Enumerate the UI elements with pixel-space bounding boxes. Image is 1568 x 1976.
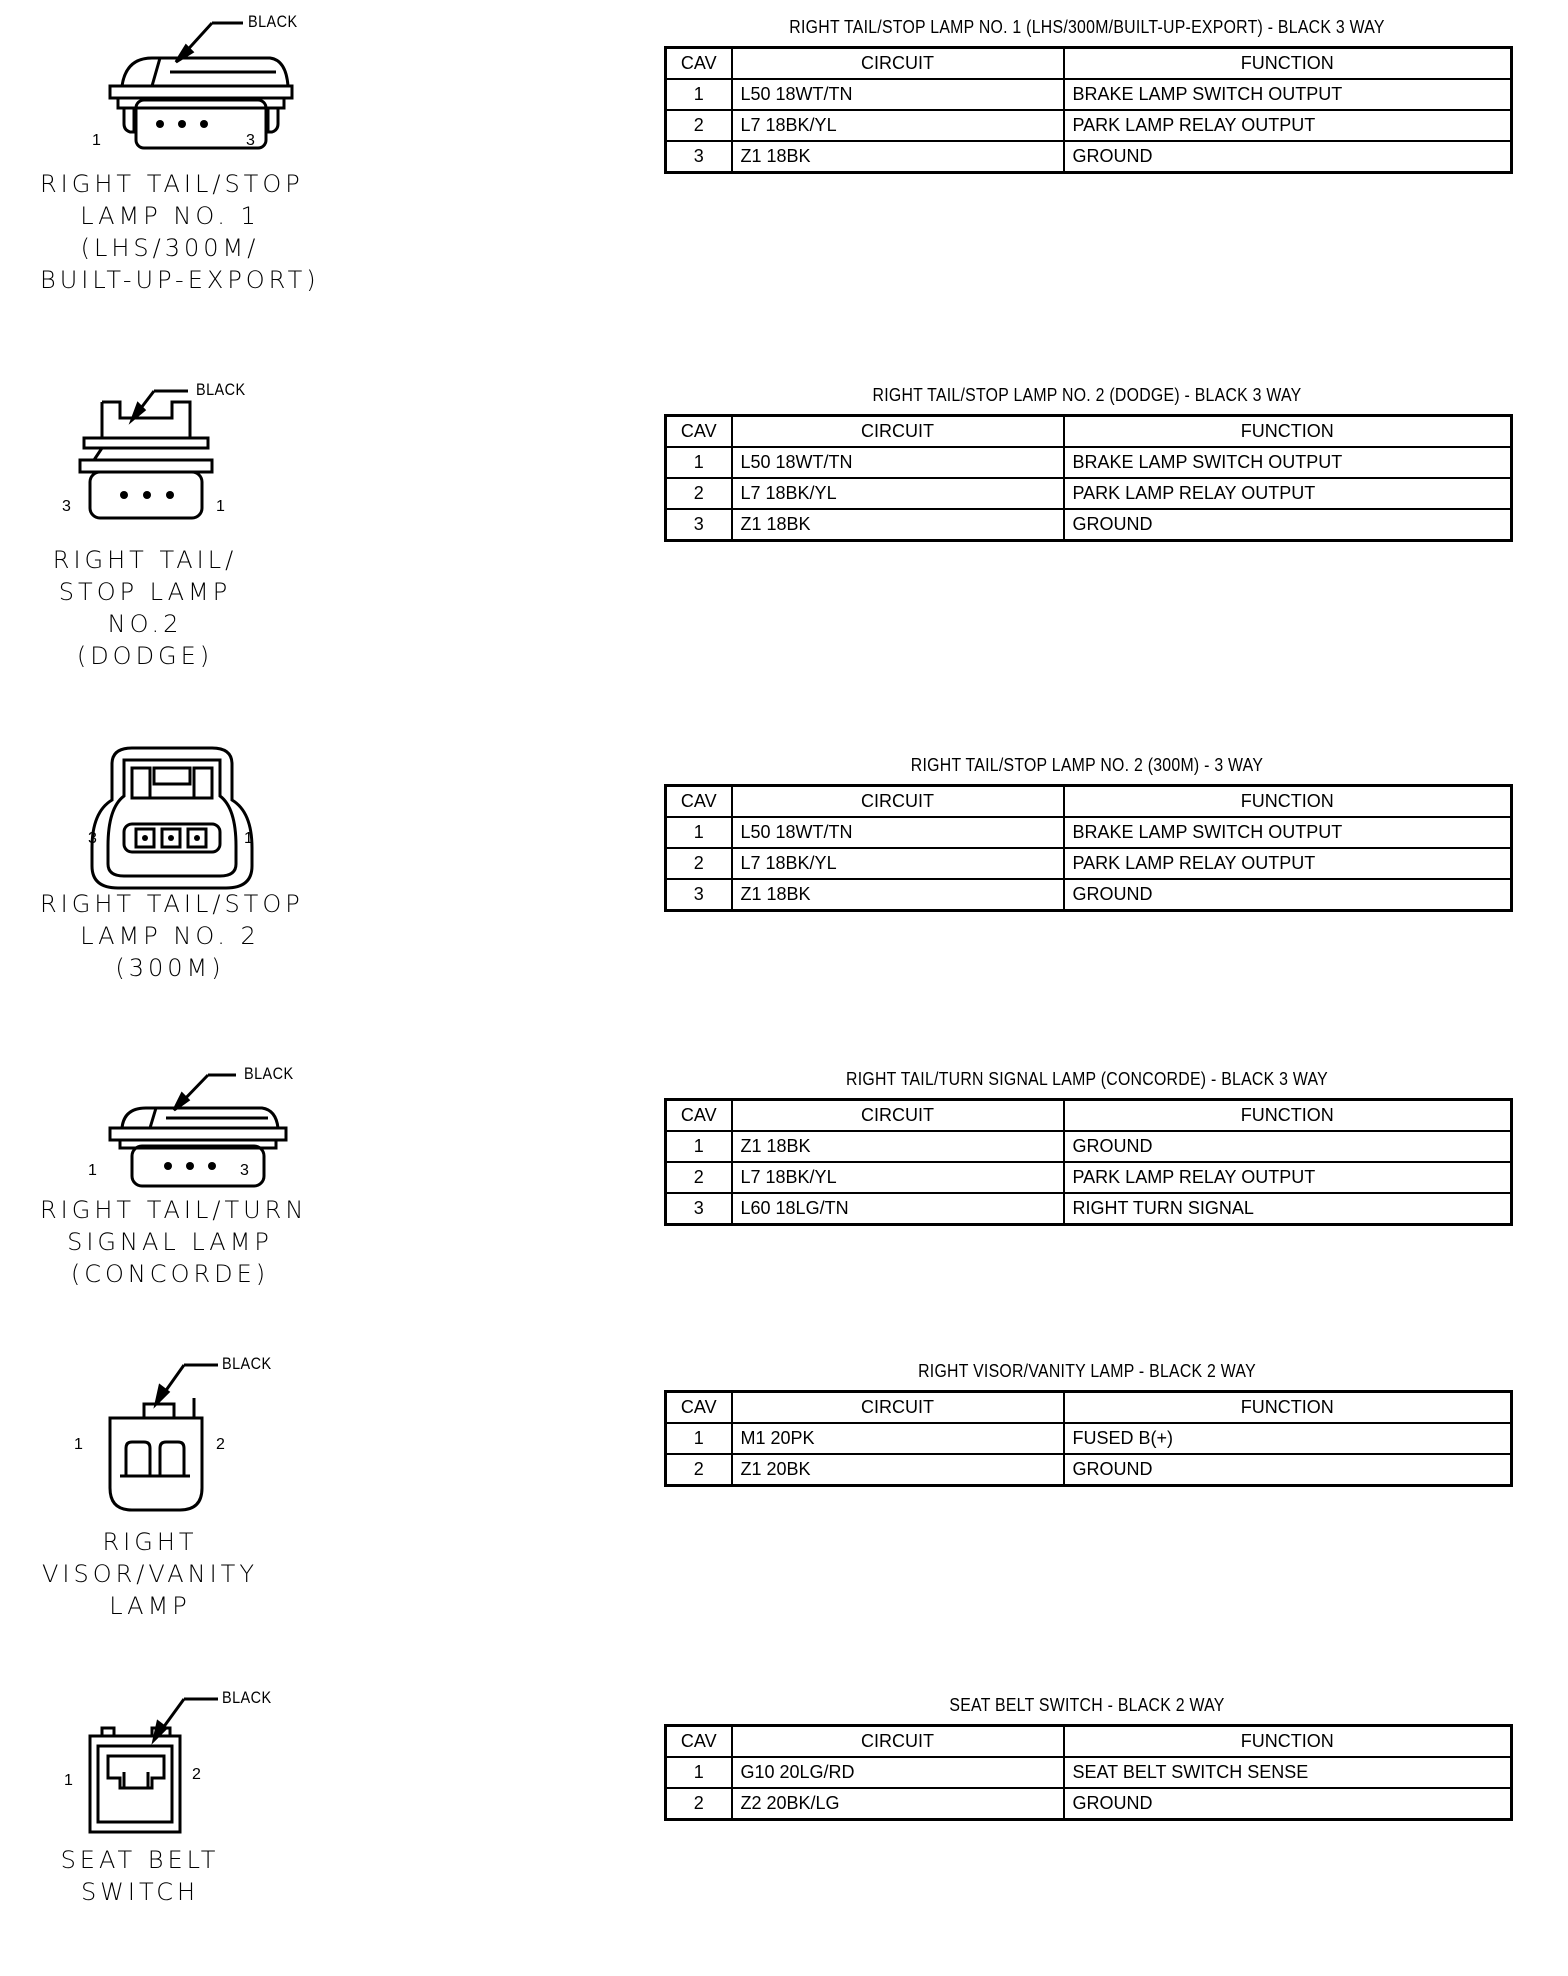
cav-cell: 2 (666, 1788, 732, 1820)
pin-label-right: 3 (246, 132, 255, 149)
table-row (666, 1423, 1512, 1454)
pinout-table (664, 1098, 1513, 1226)
header-function: FUNCTION (1064, 1100, 1512, 1132)
pinout-table (664, 414, 1513, 542)
connector-name-line: SEAT BELT (60, 1846, 220, 1874)
header-cav: CAV (666, 786, 732, 818)
cav-cell: 2 (666, 1162, 732, 1193)
table-row (666, 1162, 1512, 1193)
table-row (666, 1454, 1512, 1486)
header-circuit: CIRCUIT (732, 416, 1064, 448)
cav-cell: 3 (666, 509, 732, 541)
function-cell: GROUND (1064, 1131, 1512, 1162)
circuit-cell: L50 18WT/TN (732, 817, 1064, 848)
table-row (666, 478, 1512, 509)
table-title: RIGHT VISOR/VANITY LAMP - BLACK 2 WAY (918, 1361, 1256, 1381)
table-header-row (666, 1392, 1512, 1424)
connector-name (10, 1844, 270, 1908)
cav-cell: 1 (666, 1757, 732, 1788)
color-label: BLACK (196, 380, 246, 399)
pinout-table (664, 784, 1513, 912)
connector-name-line: LAMP (109, 1592, 191, 1620)
connector-name-line: (DODGE) (76, 642, 214, 670)
function-cell: SEAT BELT SWITCH SENSE (1064, 1757, 1512, 1788)
circuit-cell: L7 18BK/YL (732, 478, 1064, 509)
header-function: FUNCTION (1064, 416, 1512, 448)
connector-name-line: SWITCH (80, 1878, 200, 1906)
circuit-cell: L50 18WT/TN (732, 447, 1064, 478)
function-cell: GROUND (1064, 509, 1512, 541)
header-cav: CAV (666, 1726, 732, 1758)
table-row (666, 817, 1512, 848)
cav-cell: 2 (666, 848, 732, 879)
circuit-cell: L7 18BK/YL (732, 848, 1064, 879)
header-cav: CAV (666, 1392, 732, 1424)
header-cav: CAV (666, 48, 732, 80)
table-row (666, 141, 1512, 173)
connector-name (40, 1194, 308, 1290)
circuit-cell: Z1 18BK (732, 509, 1064, 541)
color-label: BLACK (222, 1354, 272, 1373)
function-cell: PARK LAMP RELAY OUTPUT (1064, 478, 1512, 509)
color-label: BLACK (248, 12, 298, 31)
table-row (666, 79, 1512, 110)
circuit-cell: Z1 18BK (732, 879, 1064, 911)
connector-2way-icon (40, 1676, 340, 1976)
header-circuit: CIRCUIT (732, 1100, 1064, 1132)
pin-label-right: 2 (216, 1436, 225, 1453)
circuit-cell: Z1 20BK (732, 1454, 1064, 1486)
cav-cell: 3 (666, 879, 732, 911)
function-cell: PARK LAMP RELAY OUTPUT (1064, 848, 1512, 879)
table-row (666, 110, 1512, 141)
cav-cell: 1 (666, 1423, 732, 1454)
pin-label-right: 3 (240, 1162, 249, 1179)
connector-name-line: SIGNAL LAMP (67, 1228, 273, 1256)
connector-name-line: RIGHT (102, 1528, 198, 1556)
table-title: SEAT BELT SWITCH - BLACK 2 WAY (949, 1695, 1225, 1715)
header-function: FUNCTION (1064, 1726, 1512, 1758)
cav-cell: 3 (666, 141, 732, 173)
pin-label-left: 1 (74, 1436, 83, 1453)
function-cell: BRAKE LAMP SWITCH OUTPUT (1064, 817, 1512, 848)
table-header-row (666, 1726, 1512, 1758)
header-circuit: CIRCUIT (732, 786, 1064, 818)
cav-cell: 1 (666, 817, 732, 848)
color-label: BLACK (244, 1064, 294, 1083)
function-cell: GROUND (1064, 1454, 1512, 1486)
connector-name-line: RIGHT TAIL/ (52, 546, 238, 574)
pin-label-left: 1 (92, 132, 101, 149)
pin-label-left: 1 (88, 1162, 97, 1179)
pin-label-left: 1 (64, 1772, 73, 1789)
connector-name-line: (LHS/300M/ (80, 234, 260, 262)
cav-cell: 3 (666, 1193, 732, 1225)
connector-name-line: RIGHT TAIL/STOP (40, 890, 304, 918)
connector-name (40, 168, 320, 296)
connector-name-line: RIGHT TAIL/STOP (40, 170, 304, 198)
pinout-table (664, 1724, 1513, 1821)
table-row (666, 1757, 1512, 1788)
function-cell: GROUND (1064, 141, 1512, 173)
cav-cell: 1 (666, 1131, 732, 1162)
connector-name-line: (300M) (115, 954, 225, 982)
cav-cell: 2 (666, 478, 732, 509)
function-cell: PARK LAMP RELAY OUTPUT (1064, 1162, 1512, 1193)
connector-name-line: BUILT-UP-EXPORT) (40, 266, 320, 294)
table-row (666, 879, 1512, 911)
cav-cell: 2 (666, 1454, 732, 1486)
connector-name-line: LAMP NO. 1 (80, 202, 260, 230)
pin-label-right: 1 (216, 498, 225, 515)
circuit-cell: Z2 20BK/LG (732, 1788, 1064, 1820)
header-cav: CAV (666, 1100, 732, 1132)
connector-diagram (40, 1676, 340, 1976)
cav-cell: 1 (666, 79, 732, 110)
function-cell: GROUND (1064, 1788, 1512, 1820)
table-row (666, 1131, 1512, 1162)
function-cell: BRAKE LAMP SWITCH OUTPUT (1064, 79, 1512, 110)
circuit-cell: L7 18BK/YL (732, 1162, 1064, 1193)
function-cell: GROUND (1064, 879, 1512, 911)
color-label: BLACK (222, 1688, 272, 1707)
connector-name (40, 888, 304, 984)
table-row (666, 447, 1512, 478)
header-function: FUNCTION (1064, 1392, 1512, 1424)
table-row (666, 509, 1512, 541)
circuit-cell: Z1 18BK (732, 141, 1064, 173)
connector-name-line: VISOR/VANITY (41, 1560, 259, 1588)
pin-label-left: 3 (62, 498, 71, 515)
connector-name-line: (CONCORDE) (70, 1260, 270, 1288)
table-row (666, 848, 1512, 879)
circuit-cell: M1 20PK (732, 1423, 1064, 1454)
pin-label-right: 1 (244, 830, 253, 847)
table-header-row (666, 1100, 1512, 1132)
function-cell: BRAKE LAMP SWITCH OUTPUT (1064, 447, 1512, 478)
header-circuit: CIRCUIT (732, 48, 1064, 80)
connector-name-line: LAMP NO. 2 (80, 922, 260, 950)
connector-name-line: STOP LAMP (58, 578, 232, 606)
header-function: FUNCTION (1064, 786, 1512, 818)
connector-name-line: RIGHT TAIL/TURN (40, 1196, 308, 1224)
table-title: RIGHT TAIL/STOP LAMP NO. 2 (DODGE) - BLACK 3 WAY (872, 385, 1302, 405)
pinout-table (664, 46, 1513, 174)
function-cell: RIGHT TURN SIGNAL (1064, 1193, 1512, 1225)
table-title: RIGHT TAIL/STOP LAMP NO. 1 (LHS/300M/BUILT-UP-EXPORT) - BLACK 3 WAY (789, 17, 1385, 37)
circuit-cell: Z1 18BK (732, 1131, 1064, 1162)
connector-name (20, 544, 270, 672)
circuit-cell: G10 20LG/RD (732, 1757, 1064, 1788)
table-row (666, 1788, 1512, 1820)
pin-label-left: 3 (88, 830, 97, 847)
pinout-table (664, 1390, 1513, 1487)
table-row (666, 1193, 1512, 1225)
connector-name (20, 1526, 280, 1622)
header-function: FUNCTION (1064, 48, 1512, 80)
table-title: RIGHT TAIL/STOP LAMP NO. 2 (300M) - 3 WAY (910, 755, 1264, 775)
function-cell: PARK LAMP RELAY OUTPUT (1064, 110, 1512, 141)
table-header-row (666, 786, 1512, 818)
table-title: RIGHT TAIL/TURN SIGNAL LAMP (CONCORDE) - BLACK 3 WAY (846, 1069, 1328, 1089)
circuit-cell: L60 18LG/TN (732, 1193, 1064, 1225)
pin-label-right: 2 (192, 1766, 201, 1783)
header-circuit: CIRCUIT (732, 1392, 1064, 1424)
circuit-cell: L50 18WT/TN (732, 79, 1064, 110)
table-header-row (666, 48, 1512, 80)
table-header-row (666, 416, 1512, 448)
cav-cell: 2 (666, 110, 732, 141)
function-cell: FUSED B(+) (1064, 1423, 1512, 1454)
connector-name-line: NO.2 (107, 610, 183, 638)
cav-cell: 1 (666, 447, 732, 478)
header-circuit: CIRCUIT (732, 1726, 1064, 1758)
circuit-cell: L7 18BK/YL (732, 110, 1064, 141)
header-cav: CAV (666, 416, 732, 448)
